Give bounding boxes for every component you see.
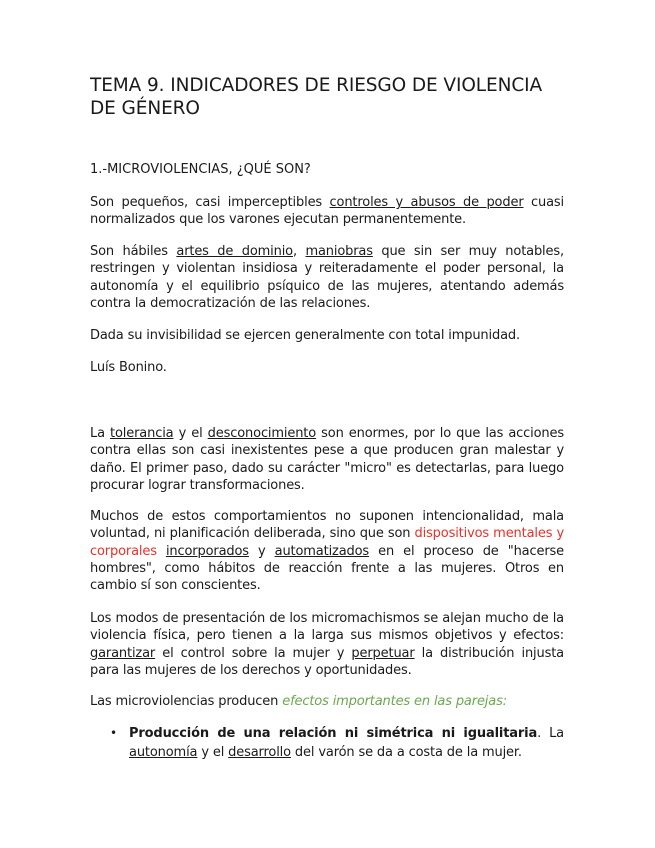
paragraph-5: Muchos de estos comportamientos no suponen intencionalidad, mala voluntad, ni planificación deliberada, sino que son dispositivos mentales y corporales incorporados y automatizados en el proceso de "hacerse hombres", como hábitos de reacción frente a las mujeres. Otros en cambio sí son conscientes.	[90, 509, 564, 594]
paragraph-2: Son hábiles artes de dominio, maniobras que sin ser muy notables, restringen y violentan insidiosa y reiteradamente el poder personal, la autonomía y el equilibrio psíquico de las mujeres, atentando además contra la democratización de las relaciones.	[90, 244, 564, 311]
section-heading: 1.-MICROVIOLENCIAS, ¿QUÉ SON?	[90, 162, 311, 177]
underlined-term: automatizados	[274, 543, 370, 559]
underlined-term: desconocimiento	[207, 426, 317, 441]
highlighted-term: efectos importantes en las parejas	[282, 694, 503, 709]
bullet-list	[90, 724, 564, 762]
paragraph-6: Los modos de presentación de los micromachismos se alejan mucho de la violencia física, pero tienen a la larga sus mismos objetivos y efectos: garantizar el control sobre la mujer y perpetuar la distribución injusta para las mujeres de los derechos y oportunidades.	[90, 611, 564, 678]
underlined-term: autonomía	[129, 745, 198, 760]
paragraph-4: La tolerancia y el desconocimiento son enormes, por lo que las acciones contra ellas son casi inexistentes pese a que producen gran malestar y daño. El primer paso, dado su carácter "micro" es detectarlas, para luego procurar lograr transformaciones.	[90, 426, 564, 493]
document-title: TEMA 9. INDICADORES DE RIESGO DE VIOLENCIA DE GÉNERO	[90, 75, 543, 119]
underlined-term: maniobras	[305, 244, 373, 259]
highlighted-term: dispositivos mentales y corporales	[90, 526, 564, 559]
underlined-term: perpetuar	[351, 645, 415, 661]
paragraph-3: Dada su invisibilidad se ejercen generalmente con total impunidad.	[90, 328, 520, 343]
paragraph-7: Las microviolencias producen efectos importantes en las parejas:	[90, 694, 507, 709]
underlined-term: controles y abusos de poder	[329, 195, 524, 210]
underlined-term: artes de dominio	[176, 244, 293, 259]
paragraph-1: Son pequeños, casi imperceptibles controles y abusos de poder cuasi normalizados que los varones ejecutan permanentemente.	[90, 195, 564, 228]
underlined-term: garantizar	[90, 645, 156, 661]
underlined-term: incorporados	[165, 543, 249, 559]
bullet-icon: •	[110, 726, 117, 740]
list-item: • Producción de una relación ni simétrica ni igualitaria. La autonomía y el desarrollo del varón se da a costa de la mujer.	[110, 726, 564, 760]
underlined-term: desarrollo	[228, 745, 291, 760]
author-signature: Luís Bonino.	[90, 360, 167, 375]
underlined-term: tolerancia	[110, 426, 174, 441]
